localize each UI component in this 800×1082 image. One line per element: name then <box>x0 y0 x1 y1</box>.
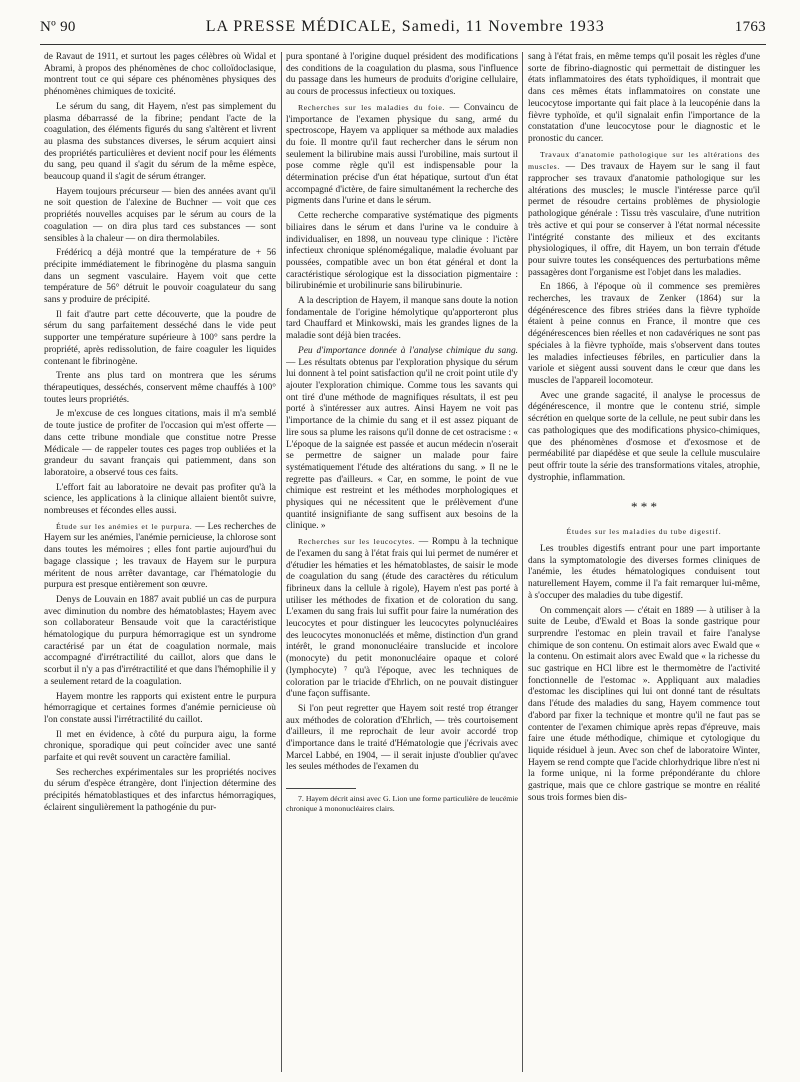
paragraph: Frédéricq a déjà montré que la température de + 56 précipite immédiatement le fibrinogène du plasma sanguin dans un segment vasculaire. Hayem voit que cette température de 56° détruit le pouvoir coagulateur du sang sans y produire de précipité. <box>44 248 276 306</box>
paragraph: Cette recherche comparative systématique des pigments biliaires dans le sérum et dans l'urine va le conduire à individualiser, en 1898, un nouveau type clinique : l'ictère infectieux chronique splénomégalique, maladie évoluant par poussées, compatible avec un bon état général et dont la caractéristique sérologique est la dissociation pigmentaire : bilirubinémie et urobilinurie sans bilirubinurie. <box>286 211 518 292</box>
section-text: — Rompu à la technique de l'examen du sang à l'état frais qui lui permet de numérer et d'étudier les hématies et les hématoblastes, de saisir le mode de coagulation du sang (étude des caractères du réticulum fibrineux dans la cellule à rigole), Hayem n'est pas porté à utiliser les méthodes de fixation et de coloration du sang. L'examen du sang frais lui suffit pour faire la numération des leucocytes et pour distinguer les leucocytes polynucléaires des leucocytes mononucléés et même, distinction d'un grand intérêt, le grand mononucléaire translucide et incolore (monocyte) du petit mononucléaire opaque et coloré (lymphocyte) ⁷ qu'à l'époque, avec les techniques de coloration par le triacide d'Ehrlich, on ne pouvait distinguer d'une façon suffisante. <box>286 537 518 700</box>
paragraph: On commençait alors — c'était en 1889 — à utiliser à la suite de Leube, d'Ewald et Boas la sonde gastrique pour surprendre l'estomac en plein travail et faire l'analyse chimique de son contenu. On estimait alors avec Ewald que « la contenu. On estimait alors avec Ewald que « la richesse du suc gastrique en HCl libre est le thermomètre de l'activité fonctionnelle de l'estomac ». Appliquant aux maladies d'estomac les disciplines qui lui ont donné tant de résultats dans l'étude des maladies du sang, Hayem commence tout d'abord par fixer la technique et montre qu'il ne faut pas se contenter de l'examen chimique après repas d'épreuve, mais faire une étude méthodique, chimique et cytologique du liquide résiduel à jeun. Avec son chef de laboratoire Winter, Hayem se rend compte que l'acide chlorhydrique libre n'est ni la forme unique, ni la forme prépondérante du chlore gastrique, mais que ce chlore gastrique se montre en réalité sous trois formes bien dis- <box>528 605 760 803</box>
paragraph: Les troubles digestifs entrant pour une part importante dans la symptomatologie des diverses formes cliniques de l'anémie, les études hématologiques conduisent tout naturellement Hayem, comme il l'a fait remarquer lui-même, à s'occuper des maladies du tube digestif. <box>528 544 760 601</box>
section-text: — Les recherches de Hayem sur les anémies, l'anémie pernicieuse, la chlorose sont dans toutes les mémoires ; elles font partie aujourd'hui du bagage classique ; les travaux de Hayem sur le purpura méritent de nous arrêter davantage, car l'hématologie du purpura est presque entièrement son œuvre. <box>44 521 276 591</box>
paragraph: Trente ans plus tard on montrera que les sérums thérapeutiques, desséchés, conservent même chauffés à 100° toutes leurs propriétés. <box>44 371 276 405</box>
column-1 <box>44 52 276 1074</box>
paragraph: Hayem montre les rapports qui existent entre le purpura hémorragique et certaines formes d'anémie pernicieuse où l'on constate aussi l'irrétractilité du caillot. <box>44 691 276 725</box>
paragraph: Denys de Louvain en 1887 avait publié un cas de purpura avec diminution du nombre des hématoblastes; Hayem avec son collaborateur Bensaude voit que la caractéristique hématologique du purpura hémorragique est un syndrome caractérisé par un état de coagulation normale, mais accompagné d'irrétractilité du caillot, alors que dans le scorbut il n'y a pas d'irrétractilité et que dans l'hémophilie il y a seulement retard de la coagulation. <box>44 594 276 687</box>
footnote-rule <box>286 788 356 789</box>
paragraph: pura spontané à l'origine duquel président des modifications des conditions de la coagulation du plasma, sous l'influence du passage dans les humeurs de produits d'origine cellulaire, au cours de processus infectieux ou toxiques. <box>286 52 518 98</box>
header-rule <box>40 44 766 45</box>
paragraph: Il fait d'autre part cette découverte, que la poudre de sérum du sang parfaitement desséché dans le vide peut supporter une température supérieure à 100° sans perdre la propriété, après redissolution, de faire coaguler les liquides contenant le fibrinogène. <box>44 309 276 367</box>
paragraph: Je m'excuse de ces longues citations, mais il m'a semblé de toute justice de profiter de l'occasion qui m'est offerte — dans cette tribune mondiale que constitue notre Presse Médicale — de rappeler toutes ces pages trop oubliées et la grandeur du savant français qui patiemment, dans son laboratoire, a observé tous ces faits. <box>44 409 276 478</box>
page-number: 1763 <box>734 19 766 35</box>
issue-number: Nº 90 <box>40 19 76 35</box>
section-text: — Les résultats obtenus par l'exploration physique du sérum lui donnent à tel point satisfaction qu'il ne croit point utile d'y ajouter l'exploration chimique. Comme tous les savants qui ont tiré d'une méthode de magnifiques résultats, il est peu porté à s'intéresser aux autres. Ainsi Hayem ne voit pas l'importance de la chimie du sang et il est assez piquant de lire sous sa plume les raisons qu'il donne de cet ostracisme : « L'époque de la saignée est passée et aucun médecin n'oserait se permettre de saigner un malade pour faire systématiquement l'étude des altérations du sang. » Il ne le regrette pas d'ailleurs. « Car, en somme, le point de vue chimique est restreint et les méthodes morphologiques et physiques qui ne nécessitent que le prélèvement d'une quantité insignifiante de sang suffisent aux besoins de la clinique. » <box>286 357 518 532</box>
column-3 <box>528 52 760 1074</box>
section-heading-centered: Études sur les maladies du tube digestif. <box>566 527 722 537</box>
paragraph: de Ravaut de 1911, et surtout les pages célèbres où Widal et Abrami, à propos des phénomènes de choc colloïdoclasique, montrent tout ce qui sépare ces phénomènes physiques des phénomènes chimiques de toxicité. <box>44 52 276 98</box>
section-heading: Recherches sur les leucocytes. <box>298 537 415 547</box>
publication-title: LA PRESSE MÉDICALE, Samedi, 11 Novembre 1933 <box>205 18 605 35</box>
paragraph: L'effort fait au laboratoire ne devait pas profiter qu'à la science, les applications à la clinique allaient bientôt suivre, nombreuses et fécondes elles aussi. <box>44 482 276 517</box>
paragraph: sang à l'état frais, en même temps qu'il posait les règles d'une sorte de fibrino-diagnostic qui permettait de distinguer les états inflammatoires des états typhoïdiques, il montrait que dans ces mêmes états inflammatoires on constate une leucocytose importante qui fait place à la leucopénie dans la fièvre typhoïde, et qu'il signalait enfin l'importance de la constatation d'une leucocytose pour le diagnostic et le pronostic du cancer. <box>528 52 760 144</box>
italic-lead: Peu d'importance donnée à l'analyse chimique du sang. <box>298 345 518 356</box>
section-heading: Étude sur les anémies et le purpura. <box>56 521 193 531</box>
paragraph: Si l'on peut regretter que Hayem soit resté trop étranger aux méthodes de coloration d'Ehrlich, — très courtoisement d'ailleurs, il me reprochait de leur avoir accordé trop d'importance dans le traité d'Hématologie que j'écrivais avec Marcel Labbé, en 1904, — il serait injuste d'oublier qu'avec les seules méthodes de l'examen du <box>286 703 518 773</box>
footnote: 7. Hayem décrit ainsi avec G. Lion une forme particulière de leucémie chronique à mononucléaires clairs. <box>286 794 518 813</box>
paragraph: A la description de Hayem, il manque sans doute la notion fondamentale de l'origine hémolytique qu'apporteront plus tard Chauffard et Minkowski, mais les grandes lignes de la maladie sont déjà bien tracées. <box>286 296 518 342</box>
section-separator: * * * <box>631 499 657 515</box>
section-heading: Recherches sur les maladies du foie. <box>298 102 445 112</box>
column-divider <box>281 52 282 1072</box>
section-paragraph <box>286 346 518 533</box>
paragraph: Il met en évidence, à côté du purpura aigu, la forme chronique, sporadique qui peut coïncider avec une santé parfaite et qui revêt souvent un caractère familial. <box>44 729 276 764</box>
section-text: — Des travaux de Hayem sur le sang il faut rapprocher ses travaux d'anatomie pathologique sur les altérations des muscles; le muscle l'intéresse parce qu'il permet de résoudre certains problèmes de physiologie pathologique générale : Tissu très vasculaire, d'une nutrition très active et qui pour se conserver à l'état normal nécessite l'intégrité constante des milieux et des excitants physiologiques, il offre, dit Hayem, un bon terrain d'étude pour suivre toutes les conséquences des perturbations même passagères dont l'organisme est l'objet dans les maladies. <box>528 162 760 278</box>
section-text: — Convaincu de l'importance de l'examen physique du sang, armé du spectroscope, Hayem va appliquer sa méthode aux maladies du foie. Il montre qu'il faut rechercher dans le sérum non seulement la bilirubine mais aussi l'urobiline, mais surtout il pose comme règle qu'il est indispensable pour la détermination précise d'un état hépatique, surtout d'un état accompagné d'ictère, de faire simultanément la recherche des pigments dans l'urine et dans le sérum. <box>286 102 518 207</box>
paragraph: Hayem toujours précurseur — bien des années avant qu'il ne soit question de l'alexine de Buchner — voit que ces propriétés nouvelles acquises par le sérum au cours de la coagulation — on dira plus tard ces substances — sont sensibles à la chaleur — on dira thermolabiles. <box>44 186 276 244</box>
column-2 <box>286 52 518 1074</box>
column-divider <box>522 52 523 1072</box>
section-paragraph <box>528 149 760 280</box>
paragraph: Le sérum du sang, dit Hayem, n'est pas simplement du plasma débarrassé de la fibrine; pendant l'acte de la coagulation, des éléments figurés du sang s'altèrent et livrent au plasma des substances diverses, le sérum acquiert ainsi des propriétés particulières et devient nocif pour les éléments du sang, peu quand il s'agit du sérum de la même espèce, beaucoup quand il s'agit de sérum étranger. <box>44 101 276 183</box>
paragraph: Avec une grande sagacité, il analyse le processus de dégénérescence, il montre que le contenu strié, simple sécrétion en quelque sorte de la cellule, ne peut subir dans les cas pathologiques que des modifications physico-chimiques, que des phénomènes d'osmose et d'exosmose et de perméabilité par diapédèse et que seule la cellule musculaire peut offrir toute la série des transformations vitales, atrophie, dystrophie, inflammation. <box>528 390 760 483</box>
page-header <box>40 18 766 42</box>
section-heading: Travaux d'anatomie pathologique sur les altérations des muscles. <box>528 149 760 172</box>
section-paragraph <box>286 536 518 701</box>
section-paragraph <box>286 102 518 208</box>
paragraph: Ses recherches expérimentales sur les propriétés nocives du sérum d'espèce étrangère, dont l'injection détermine des précipités hématoblastiques et des infarctus hémorragiques, éclairent singulièrement la pathogénie du pur- <box>44 767 276 813</box>
section-paragraph <box>44 521 276 592</box>
paragraph: En 1866, à l'époque où il commence ses premières recherches, les travaux de Zenker (1864) sur la dégénérescence des fibres striées dans la fièvre typhoïde étaient à peine connus en France, il montre que ces dégénérescences bien réelles et non cadavériques ne sont pas spéciales à la fièvre typhoïde, mais s'observent dans toutes les maladies infectieuses fébriles, en particulier dans la variole et siègent aussi souvent dans le cœur que dans les muscles de l'appareil locomoteur. <box>528 282 760 386</box>
